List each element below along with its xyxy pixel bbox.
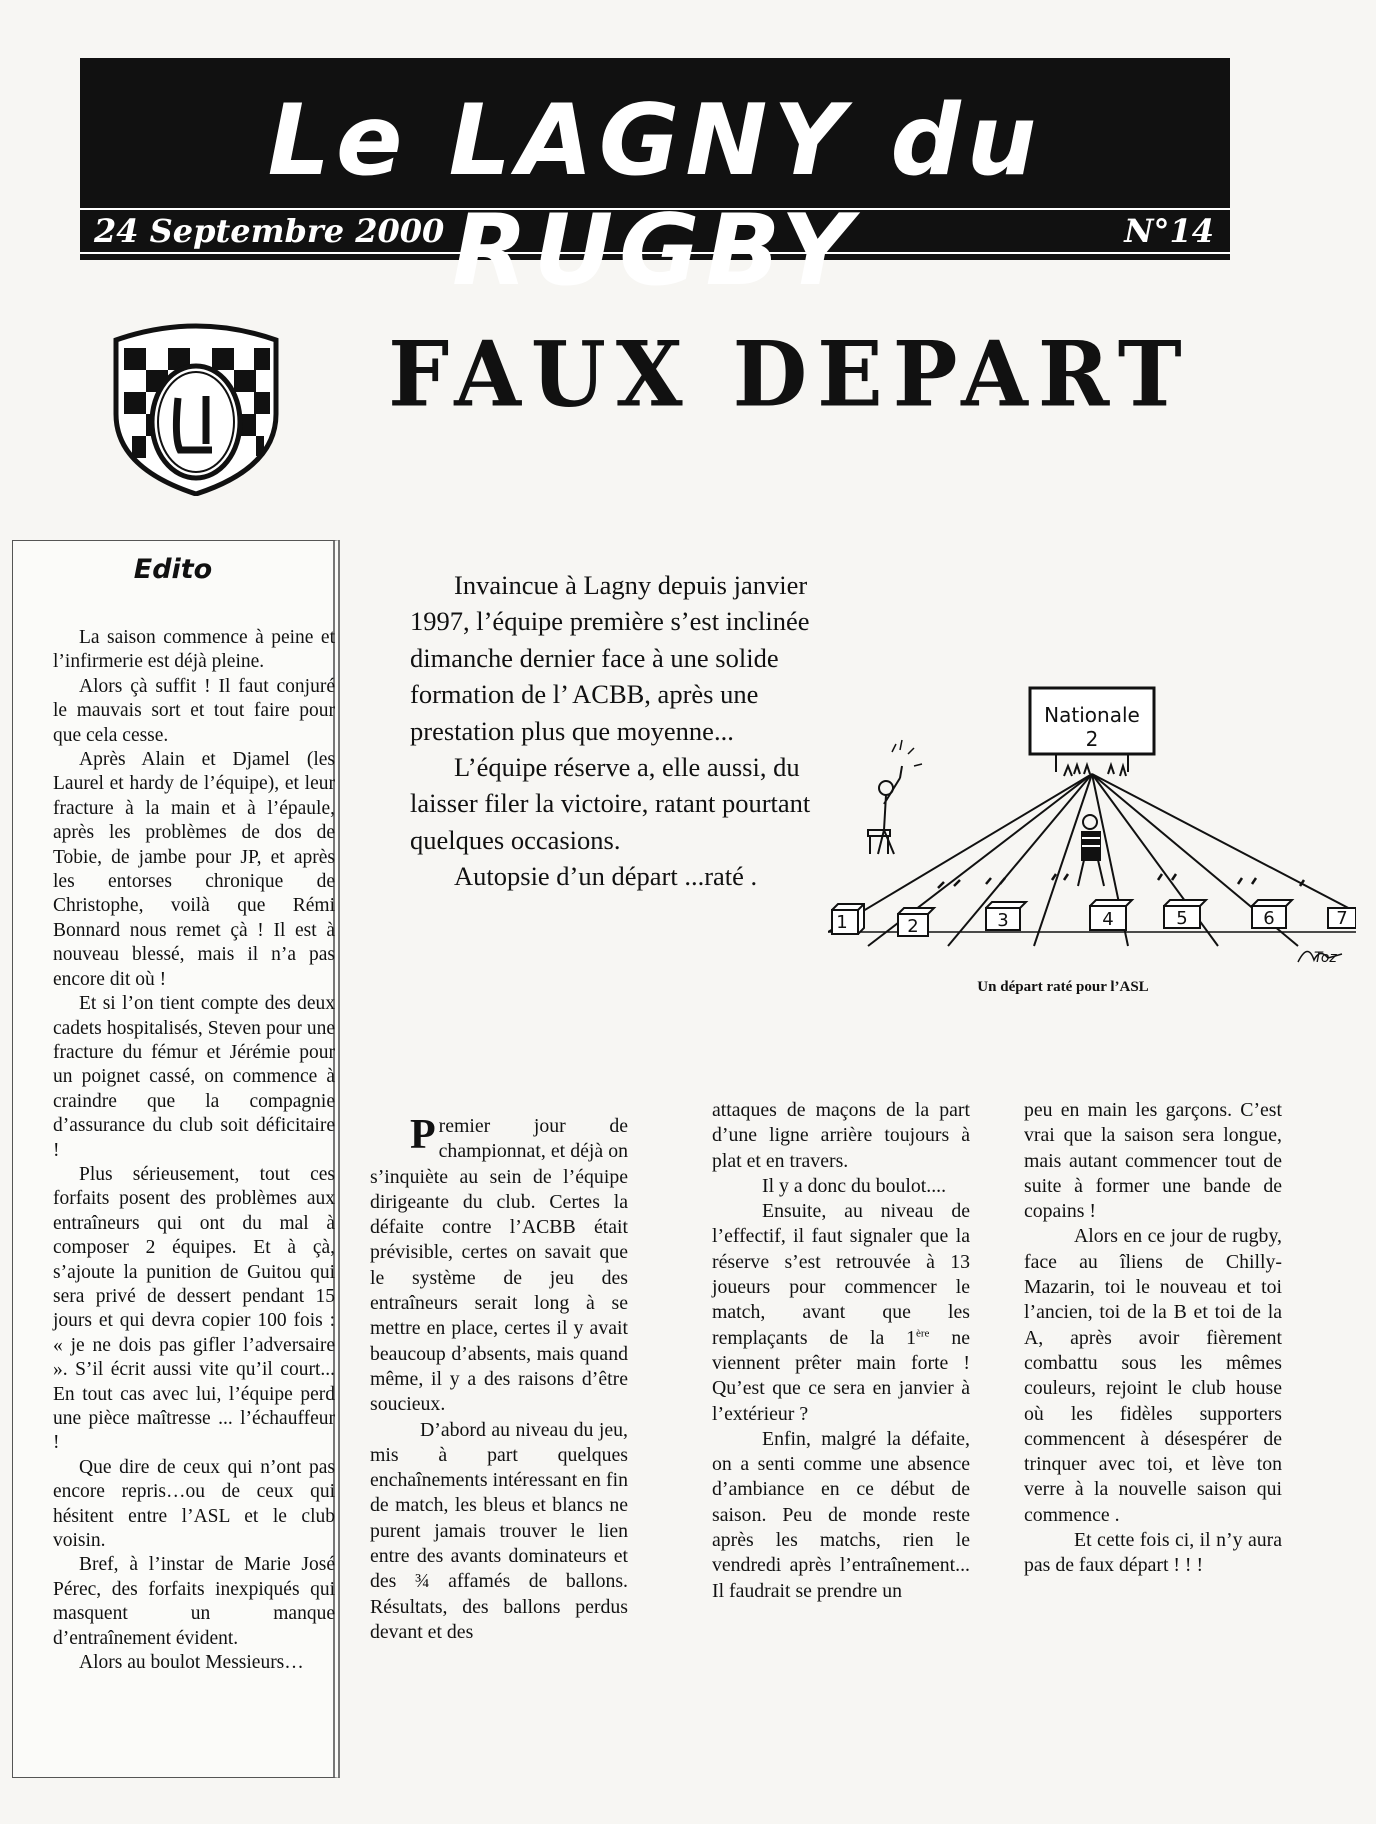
article-paragraph: peu en main les garçons. C’est vrai que la saison sera longue, mais autant commencer tout de suite à former une bande de copains ! xyxy=(1024,1099,1282,1223)
headline: FAUX DEPART xyxy=(388,321,1192,428)
intro-paragraph: Autopsie d’un départ ...raté . xyxy=(454,861,758,892)
article-text: ne viennent prêter main forte ! Qu’est que ce sera en janvier à l’extérieur ? xyxy=(712,1326,970,1425)
block-number: 7 xyxy=(1336,908,1348,929)
intro-paragraph: Invaincue à Lagny depuis janvier 1997, l’équipe première s’est inclinée dimanche dernier face à une solide formation de l’ ACBB, après une prestation plus que moyenne... xyxy=(410,570,810,746)
article-paragraph xyxy=(712,1199,970,1427)
edito-paragraph: Après Alain et Djamel (les Laurel et hardy de l’équipe), et leur fracture à la main et à l’épaule, après les problèmes de dos de Tobie, de jambe pour JP, et après les entorses chronique de Christophe, voilà que Rémi Bonnard nous remet çà ! Il est à nouveau blessé, mais il n’a pas encore dit où ! xyxy=(53,749,335,990)
edito-text xyxy=(53,626,335,1675)
drop-cap: P xyxy=(410,1112,436,1158)
masthead xyxy=(80,58,1230,308)
article-paragraph xyxy=(370,1114,628,1418)
cartoon-illustration xyxy=(828,670,1356,970)
article-paragraph: Enfin, malgré la défaite, on a senti comme une absence d’ambiance en ce début de saison. Peu de monde reste après les matchs, rien le vendredi après l’entraînement... Il faudrait se prendre un xyxy=(712,1427,970,1602)
article-paragraph: Alors en ce jour de rugby, face au îliens de Chilly-Mazarin, toi le nouveau et toi l’ancien, toi de la B et toi de la A, après avoir fièrement combattu sous les mêmes couleurs, rejoint le club house où les fidèles supporters commencent à désespérer de trinquer avec toi, et lève ton verre à la nouvelle saison qui commence . xyxy=(1024,1225,1282,1526)
edito-paragraph: Alors au boulot Messieurs… xyxy=(79,1652,304,1674)
article-column-2 xyxy=(712,1098,970,1604)
issue-date: 24 Septembre 2000 xyxy=(94,212,445,250)
edito-paragraph: La saison commence à peine et l’infirmerie est déjà pleine. xyxy=(53,627,335,673)
article-paragraph: D’abord au niveau du jeu, mis à part quelques enchaînements intéressant en fin de match, les bleus et blancs ne purent jamais trouver le lien entre des avants dominateurs et des ¾ affamés de ballons. Résultats, des ballons perdus devant et des xyxy=(370,1418,628,1643)
club-crest-logo xyxy=(108,318,284,496)
intro-paragraph: L’équipe réserve a, elle aussi, du laisser filer la victoire, ratant pourtant quelques occasions. xyxy=(410,752,811,855)
edito-paragraph: Que dire de ceux qui n’ont pas encore repris…ou de ceux qui hésitent entre l’ASL et le club voisin. xyxy=(53,1456,335,1552)
cartoon-sign-text: Nationale xyxy=(1044,703,1140,727)
cartoon-caption: Un départ raté pour l’ASL xyxy=(977,979,1149,995)
block-number: 3 xyxy=(997,910,1009,931)
edito-title: Edito xyxy=(133,554,213,585)
cartoonist-signature: Toz xyxy=(1314,950,1337,966)
article-column-3 xyxy=(1024,1098,1282,1579)
block-number: 2 xyxy=(907,916,919,937)
block-number: 1 xyxy=(836,912,848,933)
cartoon-sign-number: 2 xyxy=(1085,727,1099,751)
block-number: 5 xyxy=(1176,908,1188,929)
article-paragraph-text: remier jour de championnat, et déjà on s’inquiète au sein de l’équipe dirigeante du club. Certes la défaite contre l’ACBB était prévisible, certes on savait que le système de jeu des entraîneurs serait long à se mettre en place, certes il y avait beaucoup d’absents, mais quand même, il y a des raisons d’être soucieux. xyxy=(370,1115,628,1416)
intro-text xyxy=(410,567,815,895)
block-number: 4 xyxy=(1102,909,1114,930)
article-paragraph: Il y a donc du boulot.... xyxy=(762,1174,947,1197)
superscript: ère xyxy=(916,1327,930,1340)
article-column-1 xyxy=(370,1114,628,1645)
block-number: 6 xyxy=(1263,908,1275,929)
article-paragraph: attaques de maçons de la part d’une ligne arrière toujours à plat et en travers. xyxy=(712,1099,970,1172)
masthead-info-bar xyxy=(80,208,1230,254)
edito-paragraph: Plus sérieusement, tout ces forfaits posent des problèmes aux entraîneurs qui ont du mal à composer 2 équipes. Et à çà, s’ajoute la punition de Guitou qui sera privé de dessert pendant 15 jours et qui devra copier 100 fois : « je ne dois pas gifler l’adversaire ». S’il écrit aussi vite qu’il court... En tout cas avec lui, l’équipe perd une pièce maîtresse ... l’échauffeur ! xyxy=(53,1163,335,1454)
article-text: Ensuite, au niveau de l’effectif, il faut signaler que la réserve s’est retrouvée à 13 joueurs pour commencer le match, avant que les remplaçants de la 1 xyxy=(712,1200,970,1349)
newspaper-title: Le LAGNY du RUGBY xyxy=(267,84,1043,308)
issue-number: N°14 xyxy=(1124,212,1214,250)
edito-box xyxy=(12,540,340,1778)
edito-paragraph: Et si l’on tient compte des deux cadets hospitalisés, Steven pour une fracture du fémur et Jérémie pour un poignet cassé, on commence à craindre que la compagnie d’assurance du club soit déficitaire ! xyxy=(53,993,335,1161)
edito-paragraph: Bref, à l’instar de Marie José Pérec, des forfaits inexpiqués qui masquent un manque d’entraînement évident. xyxy=(53,1554,335,1649)
edito-paragraph: Alors çà suffit ! Il faut conjuré le mauvais sort et tout faire pour que cela cesse. xyxy=(53,675,335,746)
article-paragraph: Et cette fois ci, il n’y aura pas de faux départ ! ! ! xyxy=(1024,1529,1282,1577)
